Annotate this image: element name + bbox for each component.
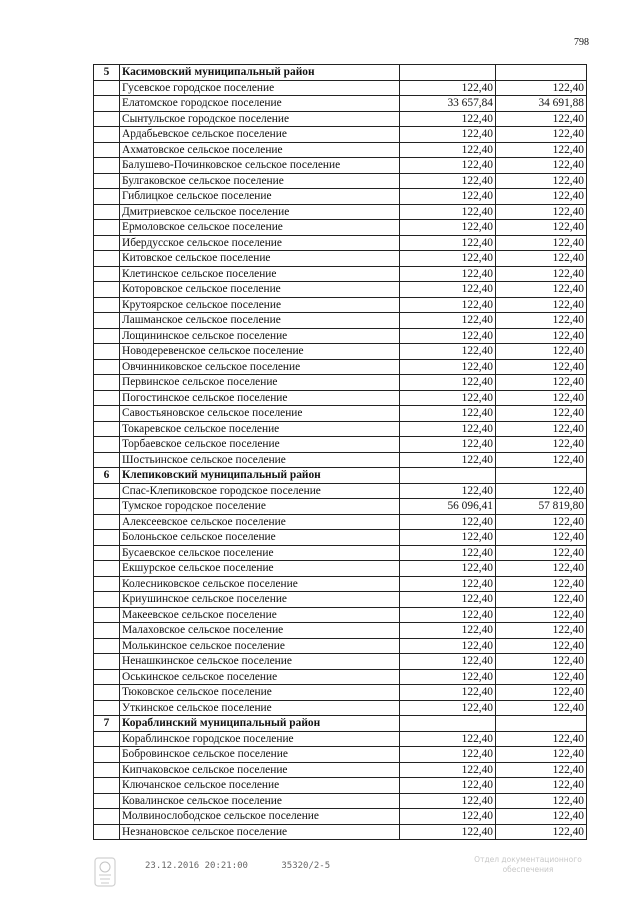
table-row <box>94 778 587 794</box>
table-row <box>94 809 587 825</box>
value-cell-2: 122,40 <box>496 111 587 127</box>
table-row <box>94 406 587 422</box>
value-cell-2: 122,40 <box>496 359 587 375</box>
settlement-name: Криушинское сельское поселение <box>120 592 400 608</box>
value-cell-1: 122,40 <box>400 142 496 158</box>
table-row <box>94 220 587 236</box>
empty-cell <box>94 592 120 608</box>
footer-code: 35320/2-5 <box>281 861 331 871</box>
page-number: 798 <box>574 37 589 48</box>
value-cell-1: 122,40 <box>400 251 496 267</box>
settlement-name: Болоньское сельское поселение <box>120 530 400 546</box>
table-row <box>94 545 587 561</box>
table-row <box>94 762 587 778</box>
empty-cell <box>94 297 120 313</box>
table-row <box>94 592 587 608</box>
table-row <box>94 452 587 468</box>
settlement-name: Клетинское сельское поселение <box>120 266 400 282</box>
value-cell-2: 122,40 <box>496 344 587 360</box>
settlement-name: Бобровинское сельское поселение <box>120 747 400 763</box>
table-row <box>94 96 587 112</box>
value-cell-1: 122,40 <box>400 452 496 468</box>
value-cell-2: 122,40 <box>496 173 587 189</box>
empty-cell <box>94 778 120 794</box>
table-row <box>94 297 587 313</box>
empty-cell <box>496 716 587 732</box>
empty-cell <box>94 654 120 670</box>
district-number: 7 <box>94 716 120 732</box>
settlement-name: Торбаевское сельское поселение <box>120 437 400 453</box>
table-row <box>94 359 587 375</box>
value-cell-1: 122,40 <box>400 824 496 840</box>
value-cell-2: 122,40 <box>496 731 587 747</box>
table-row <box>94 654 587 670</box>
value-cell-1: 122,40 <box>400 623 496 639</box>
value-cell-1: 122,40 <box>400 700 496 716</box>
value-cell-2: 122,40 <box>496 328 587 344</box>
empty-cell <box>94 700 120 716</box>
settlement-name: Булгаковское сельское поселение <box>120 173 400 189</box>
value-cell-2: 122,40 <box>496 421 587 437</box>
value-cell-2: 122,40 <box>496 824 587 840</box>
settlement-name: Сынтульское городское поселение <box>120 111 400 127</box>
value-cell-2: 122,40 <box>496 654 587 670</box>
value-cell-1: 122,40 <box>400 80 496 96</box>
empty-cell <box>94 313 120 329</box>
value-cell-2: 122,40 <box>496 483 587 499</box>
settlement-name: Первинское сельское поселение <box>120 375 400 391</box>
settlement-name: Екшурское сельское поселение <box>120 561 400 577</box>
value-cell-1: 122,40 <box>400 328 496 344</box>
value-cell-1: 122,40 <box>400 235 496 251</box>
settlement-name: Дмитриевское сельское поселение <box>120 204 400 220</box>
settlement-name: Китовское сельское поселение <box>120 251 400 267</box>
table-row <box>94 731 587 747</box>
empty-cell <box>94 809 120 825</box>
value-cell-1: 122,40 <box>400 685 496 701</box>
table-row <box>94 328 587 344</box>
empty-cell <box>94 545 120 561</box>
empty-cell <box>94 96 120 112</box>
settlement-name: Макеевское сельское поселение <box>120 607 400 623</box>
empty-cell <box>94 747 120 763</box>
empty-cell <box>94 437 120 453</box>
settlement-name: Савостьяновское сельское поселение <box>120 406 400 422</box>
table-row <box>94 437 587 453</box>
settlement-name: Гиблицкое сельское поселение <box>120 189 400 205</box>
value-cell-2: 122,40 <box>496 142 587 158</box>
settlements-table <box>93 64 587 840</box>
empty-cell <box>94 530 120 546</box>
table-row <box>94 499 587 515</box>
empty-cell <box>94 421 120 437</box>
value-cell-1: 122,40 <box>400 607 496 623</box>
settlement-name: Колесниковское сельское поселение <box>120 576 400 592</box>
value-cell-1: 122,40 <box>400 576 496 592</box>
table-row <box>94 793 587 809</box>
value-cell-2: 122,40 <box>496 406 587 422</box>
value-cell-1: 122,40 <box>400 282 496 298</box>
empty-cell <box>94 266 120 282</box>
empty-cell <box>94 375 120 391</box>
value-cell-1: 122,40 <box>400 204 496 220</box>
settlement-name: Кипчаковское сельское поселение <box>120 762 400 778</box>
value-cell-1: 122,40 <box>400 421 496 437</box>
value-cell-1: 56 096,41 <box>400 499 496 515</box>
value-cell-1: 122,40 <box>400 344 496 360</box>
settlement-name: Балушево-Починковское сельское поселение <box>120 158 400 174</box>
table-row <box>94 142 587 158</box>
table-row <box>94 576 587 592</box>
value-cell-2: 122,40 <box>496 375 587 391</box>
table-row <box>94 390 587 406</box>
value-cell-2: 122,40 <box>496 437 587 453</box>
district-title: Клепиковский муниципальный район <box>120 468 400 484</box>
value-cell-2: 122,40 <box>496 778 587 794</box>
empty-cell <box>94 452 120 468</box>
empty-cell <box>496 65 587 81</box>
value-cell-2: 122,40 <box>496 514 587 530</box>
value-cell-1: 122,40 <box>400 654 496 670</box>
table-row <box>94 251 587 267</box>
settlement-name: Ибердусское сельское поселение <box>120 235 400 251</box>
empty-cell <box>94 80 120 96</box>
empty-cell <box>94 669 120 685</box>
value-cell-2: 122,40 <box>496 669 587 685</box>
value-cell-2: 122,40 <box>496 452 587 468</box>
emblem-icon <box>92 855 118 889</box>
settlement-name: Ардабьевское сельское поселение <box>120 127 400 143</box>
settlement-name: Малаховское сельское поселение <box>120 623 400 639</box>
value-cell-2: 122,40 <box>496 762 587 778</box>
value-cell-1: 122,40 <box>400 778 496 794</box>
value-cell-1: 122,40 <box>400 545 496 561</box>
value-cell-1: 122,40 <box>400 359 496 375</box>
district-number: 5 <box>94 65 120 81</box>
settlement-name: Шостьинское сельское поселение <box>120 452 400 468</box>
settlement-name: Тумское городское поселение <box>120 499 400 515</box>
empty-cell <box>94 142 120 158</box>
value-cell-2: 122,40 <box>496 809 587 825</box>
settlement-name: Бусаевское сельское поселение <box>120 545 400 561</box>
settlement-name: Ковалинское сельское поселение <box>120 793 400 809</box>
value-cell-2: 122,40 <box>496 576 587 592</box>
value-cell-2: 122,40 <box>496 685 587 701</box>
settlement-name: Ермоловское сельское поселение <box>120 220 400 236</box>
value-cell-2: 34 691,88 <box>496 96 587 112</box>
settlement-name: Елатомское городское поселение <box>120 96 400 112</box>
value-cell-2: 122,40 <box>496 220 587 236</box>
watermark <box>448 855 608 875</box>
empty-cell <box>94 359 120 375</box>
empty-cell <box>94 499 120 515</box>
empty-cell <box>94 762 120 778</box>
value-cell-1: 122,40 <box>400 297 496 313</box>
table-row <box>94 685 587 701</box>
table-row <box>94 623 587 639</box>
value-cell-2: 122,40 <box>496 266 587 282</box>
empty-cell <box>94 173 120 189</box>
value-cell-2: 122,40 <box>496 747 587 763</box>
empty-cell <box>94 111 120 127</box>
empty-cell <box>94 731 120 747</box>
district-header-row <box>94 468 587 484</box>
settlement-name: Уткинское сельское поселение <box>120 700 400 716</box>
value-cell-1: 122,40 <box>400 793 496 809</box>
empty-cell <box>94 576 120 592</box>
settlement-name: Лашманское сельское поселение <box>120 313 400 329</box>
table-row <box>94 266 587 282</box>
empty-cell <box>94 638 120 654</box>
value-cell-1: 122,40 <box>400 406 496 422</box>
value-cell-1: 122,40 <box>400 592 496 608</box>
settlement-name: Новодеревенское сельское поселение <box>120 344 400 360</box>
footer-stamp-text <box>145 861 330 871</box>
value-cell-2: 122,40 <box>496 592 587 608</box>
empty-cell <box>400 468 496 484</box>
settlement-name: Овчинниковское сельское поселение <box>120 359 400 375</box>
value-cell-2: 122,40 <box>496 545 587 561</box>
value-cell-2: 122,40 <box>496 623 587 639</box>
table-row <box>94 530 587 546</box>
value-cell-1: 122,40 <box>400 375 496 391</box>
value-cell-1: 122,40 <box>400 514 496 530</box>
settlement-name: Токаревское сельское поселение <box>120 421 400 437</box>
value-cell-1: 122,40 <box>400 220 496 236</box>
value-cell-1: 122,40 <box>400 266 496 282</box>
empty-cell <box>94 607 120 623</box>
value-cell-1: 122,40 <box>400 762 496 778</box>
empty-cell <box>94 344 120 360</box>
value-cell-1: 33 657,84 <box>400 96 496 112</box>
settlement-name: Ахматовское сельское поселение <box>120 142 400 158</box>
value-cell-1: 122,40 <box>400 638 496 654</box>
empty-cell <box>94 235 120 251</box>
district-header-row <box>94 716 587 732</box>
table-row <box>94 483 587 499</box>
table-row <box>94 421 587 437</box>
empty-cell <box>94 282 120 298</box>
empty-cell <box>94 406 120 422</box>
settlement-name: Молвинослободское сельское поселение <box>120 809 400 825</box>
value-cell-2: 122,40 <box>496 390 587 406</box>
table-row <box>94 638 587 654</box>
watermark-line: Отдел документационного <box>474 855 582 864</box>
table-body <box>94 65 587 840</box>
value-cell-2: 122,40 <box>496 235 587 251</box>
district-header-row <box>94 65 587 81</box>
value-cell-2: 122,40 <box>496 530 587 546</box>
empty-cell <box>400 65 496 81</box>
table-row <box>94 189 587 205</box>
value-cell-1: 122,40 <box>400 189 496 205</box>
table-row <box>94 80 587 96</box>
district-title: Касимовский муниципальный район <box>120 65 400 81</box>
table-row <box>94 824 587 840</box>
value-cell-1: 122,40 <box>400 561 496 577</box>
table-row <box>94 173 587 189</box>
value-cell-1: 122,40 <box>400 809 496 825</box>
table-row <box>94 561 587 577</box>
settlement-name: Ненашкинское сельское поселение <box>120 654 400 670</box>
table-row <box>94 158 587 174</box>
value-cell-2: 122,40 <box>496 793 587 809</box>
settlement-name: Погостинское сельское поселение <box>120 390 400 406</box>
value-cell-2: 122,40 <box>496 158 587 174</box>
table-row <box>94 111 587 127</box>
empty-cell <box>94 251 120 267</box>
table-row <box>94 514 587 530</box>
empty-cell <box>94 685 120 701</box>
value-cell-1: 122,40 <box>400 111 496 127</box>
value-cell-1: 122,40 <box>400 390 496 406</box>
settlement-name: Незнановское сельское поселение <box>120 824 400 840</box>
value-cell-2: 122,40 <box>496 127 587 143</box>
value-cell-1: 122,40 <box>400 731 496 747</box>
value-cell-2: 122,40 <box>496 80 587 96</box>
empty-cell <box>94 189 120 205</box>
empty-cell <box>94 561 120 577</box>
value-cell-1: 122,40 <box>400 437 496 453</box>
district-number: 6 <box>94 468 120 484</box>
empty-cell <box>94 623 120 639</box>
empty-cell <box>94 204 120 220</box>
settlement-name: Тюковское сельское поселение <box>120 685 400 701</box>
value-cell-1: 122,40 <box>400 313 496 329</box>
table-row <box>94 235 587 251</box>
value-cell-2: 122,40 <box>496 700 587 716</box>
settlement-name: Которовское сельское поселение <box>120 282 400 298</box>
document-footer <box>0 855 640 895</box>
value-cell-1: 122,40 <box>400 173 496 189</box>
empty-cell <box>94 390 120 406</box>
district-title: Кораблинский муниципальный район <box>120 716 400 732</box>
value-cell-1: 122,40 <box>400 530 496 546</box>
table-row <box>94 344 587 360</box>
value-cell-2: 122,40 <box>496 251 587 267</box>
value-cell-1: 122,40 <box>400 127 496 143</box>
value-cell-1: 122,40 <box>400 747 496 763</box>
settlement-name: Ключанское сельское поселение <box>120 778 400 794</box>
empty-cell <box>94 220 120 236</box>
value-cell-2: 122,40 <box>496 189 587 205</box>
empty-cell <box>94 793 120 809</box>
table-row <box>94 204 587 220</box>
empty-cell <box>94 483 120 499</box>
footer-datetime: 23.12.2016 20:21:00 <box>145 861 248 871</box>
value-cell-2: 122,40 <box>496 297 587 313</box>
value-cell-2: 122,40 <box>496 313 587 329</box>
empty-cell <box>94 824 120 840</box>
table-row <box>94 375 587 391</box>
table-row <box>94 282 587 298</box>
empty-cell <box>94 158 120 174</box>
table-row <box>94 313 587 329</box>
value-cell-2: 57 819,80 <box>496 499 587 515</box>
settlement-name: Кораблинское городское поселение <box>120 731 400 747</box>
settlement-name: Гусевское городское поселение <box>120 80 400 96</box>
empty-cell <box>496 468 587 484</box>
settlement-name: Спас-Клепиковское городское поселение <box>120 483 400 499</box>
empty-cell <box>94 514 120 530</box>
settlement-name: Оськинское сельское поселение <box>120 669 400 685</box>
empty-cell <box>94 328 120 344</box>
value-cell-1: 122,40 <box>400 669 496 685</box>
value-cell-2: 122,40 <box>496 607 587 623</box>
table-row <box>94 127 587 143</box>
value-cell-2: 122,40 <box>496 282 587 298</box>
value-cell-1: 122,40 <box>400 483 496 499</box>
empty-cell <box>400 716 496 732</box>
table-row <box>94 700 587 716</box>
table-row <box>94 607 587 623</box>
table-row <box>94 747 587 763</box>
value-cell-2: 122,40 <box>496 204 587 220</box>
settlement-name: Молькинское сельское поселение <box>120 638 400 654</box>
value-cell-2: 122,40 <box>496 638 587 654</box>
settlement-name: Крутоярское сельское поселение <box>120 297 400 313</box>
empty-cell <box>94 127 120 143</box>
value-cell-2: 122,40 <box>496 561 587 577</box>
settlement-name: Алексеевское сельское поселение <box>120 514 400 530</box>
table-row <box>94 669 587 685</box>
settlement-name: Лощининское сельское поселение <box>120 328 400 344</box>
watermark-line: обеспечения <box>502 865 554 874</box>
value-cell-1: 122,40 <box>400 158 496 174</box>
